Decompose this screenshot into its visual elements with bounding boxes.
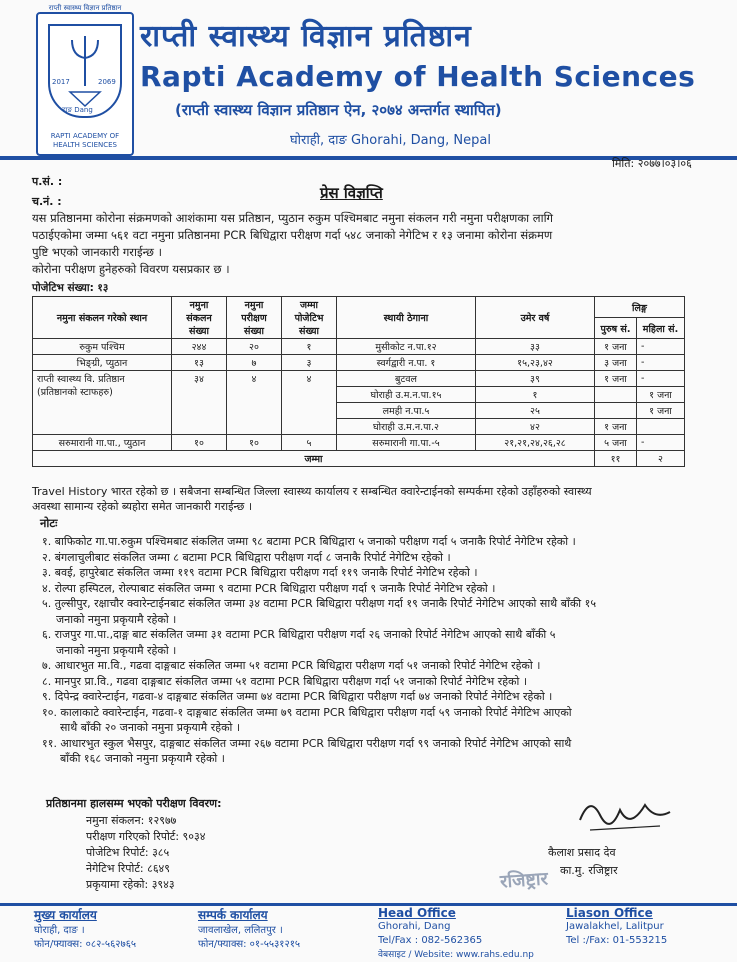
summary-in-process: प्रकृयामा रहेको: ३९४३ [86,878,175,891]
logo-dang: दाङ Dang [62,106,93,114]
note-item: १०. कालाकाटे क्वारेन्टाईन, गढवा-१ दाङ्गबाट संकलित जम्मा ७९ वटामा PCR बिधिद्वारा परीक्षण गर्दा ५९ जनाको रिपोर्ट नेगेटिभ आएको [42,705,572,719]
note-item: ११. आधारभुत स्कुल भैसपुर, दाङ्गबाट संकलित जम्मा २६७ वटामा PCR बिधिद्वारा परीक्षण गर्दा ९९ जनाको रिपोर्ट नेगेटिभ आएको साथै [42,736,572,750]
travel-line: अवस्था सामान्य रहेको ब्यहोरा समेत जानकारी गराईन्छ । [32,500,253,513]
cell-age: २१,२१,२४,२६,२८ [476,435,595,451]
footer-head-office-addr: Ghorahi, Dang [378,921,451,932]
cell-address: स्वर्गद्वारी न.पा. १ [337,355,476,371]
col-tested: नमुना परीक्षण संख्या [227,297,282,339]
cell-tested: ४ [227,371,282,435]
footer-contact-office-info [198,924,300,952]
cell-male: ५ जना [595,435,637,451]
cell-age: १५,२३,४२ [476,355,595,371]
cell-male [595,387,637,403]
note-item: ३. बवई, हापुरेबाट संकलित जम्मा ११९ वटामा PCR बिधिद्वारा परीक्षण गर्दा ११९ जनाकै रिपोर्ट नेगेटिभ रहेको । [42,566,478,579]
note-item: ९. दिपेन्द्र क्वारेन्टाईन, गढवा-४ दाङ्गबाट संकलित जम्मा ७४ वटामा PCR बिधिद्वारा परीक्षण गर्दा ७४ जनाको रिपोर्ट नेगेटिभ रहेको । [42,690,553,703]
title-nepali: राप्ती स्वास्थ्य विज्ञान प्रतिष्ठान [140,19,472,54]
col-male: पुरुष सं. [595,318,637,339]
intro-line: कोरोना परीक्षण हुनेहरुको विवरण यसप्रकार छ । [32,262,230,276]
cell-place [33,371,172,435]
intro-line: यस प्रतिष्ठानमा कोरोना संक्रमणको आशंकामा यस प्रतिष्ठान, प्युठान रुकुम पश्चिमबाट नमुना संकलन गरी नमुना परीक्षणका लागि [32,211,554,225]
cell-female: - [637,355,685,371]
table-total-row [33,451,685,467]
total-male: ११ [595,451,637,467]
cell-positive: ४ [282,371,337,435]
cell-positive: १ [282,339,337,355]
col-gender: लिङ्ग [595,297,685,318]
cell-male: ३ जना [595,355,637,371]
logo-year-left: 2017 [52,78,70,86]
cell-collected: ३४ [172,371,227,435]
notes-label: नोटः [40,516,58,530]
summary-title: प्रतिष्ठानमा हालसम्म भएको परीक्षण विवरण: [46,797,222,810]
table-row [33,355,685,371]
footer-liason-office: Liason Office [566,906,653,920]
note-item: २. बंगलाचुलीबाट संकलित जम्मा ८ बटामा PCR बिधिद्वारा परीक्षण गर्दा ८ जनाकै रिपोर्ट नेगेटिभ रहेको । [42,550,451,564]
summary-reports-tested: परीक्षण गरिएको रिपोर्ट: ९०३४ [86,830,206,843]
footer-contact-office-phone: फोन/फ्याक्स: ०१-५५३१२१५ [198,939,301,950]
institution-logo [36,4,134,156]
cell-positive: ५ [282,435,337,451]
press-release-heading: प्रेस विज्ञप्ति [320,184,383,202]
cell-place: सरुमारानी गा.पा., प्युठान [33,435,172,451]
note-item: १. बाफिकोट गा.पा.रुकुम पश्चिमबाट संकलित जम्मा ९८ बटामा PCR बिधिद्वारा ५ जनाको परीक्षण गर्दा ५ जनाकै रिपोर्ट नेगेटिभ रहेको । [42,535,576,548]
cell-address: मुसीकोट न.पा.१२ [337,339,476,355]
trident-icon [50,26,120,116]
cell-female: - [637,435,685,451]
intro-line: पुष्टि भएको जानकारी गराईन्छ । [32,245,163,259]
cell-female: १ जना [637,403,685,419]
logo-top-text: राप्ती स्वास्थ्य विज्ञान प्रतिष्ठान [48,4,122,12]
cell-address: लमही न.पा.५ [337,403,476,419]
note-item: ४. रोल्पा हस्पिटल, रोल्पाबाट संकलित जम्मा ९ वटामा PCR बिधिद्वारा परीक्षण गर्दा ९ जनाकै रिपोर्ट नेगेटिभ रहेको । [42,581,496,595]
cell-male: १ जना [595,339,637,355]
subtitle: (राप्ती स्वास्थ्य विज्ञान प्रतिष्ठान ऐन, २०७४ अन्तर्गत स्थापित) [175,101,502,119]
cell-place-line: राप्ती स्वास्थ्य वि. प्रतिष्ठान [37,374,125,385]
note-item: ५. तुल्सीपुर, रक्षाचौर क्वारेन्टाईनबाट संकलित जम्मा ३४ वटामा PCR बिधिद्वारा परीक्षण गर्दा १९ जनाकै रिपोर्ट नेगेटिभ आएको साथै बाँकी १५ [42,597,597,610]
cell-collected: २४४ [172,339,227,355]
cell-male [595,403,637,419]
title-english: Rapti Academy of Health Sciences [140,60,696,93]
cell-tested: ७ [227,355,282,371]
footer-contact-office-addr: जावलाखेल, ललितपुर । [198,925,283,936]
signatory-name: कैलाश प्रसाद देव [548,846,616,859]
cell-age: २५ [476,403,595,419]
cell-male: १ जना [595,419,637,435]
cell-age: ३९ [476,371,595,387]
travel-line: Travel History भारत रहेको छ । सबैजना सम्बन्धित जिल्ला स्वास्थ्य कार्यालय र सम्बन्धित क्वारेन्टाईनको सम्पर्कमा रहेको उहाँहरुको स्वास्थ्य [32,485,592,498]
cell-address: घोराही उ.म.न.पा.१५ [337,387,476,403]
cell-female: १ जना [637,387,685,403]
logo-year-right: 2069 [98,78,116,86]
col-address: स्थायी ठेगाना [337,297,476,339]
note-item: ७. आधारभुत मा.वि., गढवा दाङ्गबाट संकलित जम्मा ५१ वटामा PCR बिधिद्वारा परीक्षण गर्दा ५१ जनाको रिपोर्ट नेगेटिभ रहेको । [42,659,541,672]
test-results-table [32,296,685,467]
table-row [33,371,685,387]
cell-collected: १० [172,435,227,451]
summary-list [86,813,205,893]
note-item: ६. राजपुर गा.पा.,दाङ्ग बाट संकलित जम्मा ३१ वटामा PCR बिधिद्वारा परीक्षण गर्दा २६ जनाको रिपोर्ट नेगेटिभ आएको साथै बाँकी ५ [42,628,556,641]
intro-line: पठाईएकोमा जम्मा ५६१ वटा नमुना प्रतिष्ठानमा PCR बिधिद्वारा परीक्षण गर्दा ५४८ जनाको नेगेटिभ र १३ जनामा कोरोना संक्रमण [32,228,553,242]
footer-main-office-phone: फोन/फ्याक्स: ०८२-५६२७६५ [34,939,137,950]
signatory-title: का.मु. रजिष्ट्रार [560,864,618,877]
cell-collected: १३ [172,355,227,371]
cell-address: बुटवल [337,371,476,387]
cell-age: ४२ [476,419,595,435]
footer-main-office-addr: घोराही, दाङ । [34,925,85,936]
summary-sample-collection: नमुना संकलन: १२९७७ [86,814,177,827]
cell-female: - [637,371,685,387]
date: मिति: २०७७।०३।०६ [612,157,692,170]
travel-history [32,484,712,514]
cell-age: ३३ [476,339,595,355]
note-item: बाँकी १६८ जनाको नमुना प्रकृयामै रहेको । [60,752,225,765]
footer-liason-office-info [566,920,667,948]
footer-head-office-phone: Tel/Fax : 082-562365 [378,935,483,946]
cell-tested: २० [227,339,282,355]
cell-tested: १० [227,435,282,451]
ref-number: प.सं. : [32,175,63,188]
cell-place: रुकुम पश्चिम [33,339,172,355]
summary-positive: पोजेटिभ रिपोर्ट: ३८५ [86,846,170,859]
table-row [33,339,685,355]
dispatch-number: च.नं. : [32,195,62,208]
cell-place: भिङ्ग्री, प्युठान [33,355,172,371]
address: घोराही, दाङ Ghorahi, Dang, Nepal [290,133,491,148]
logo-bottom-text: RAPTI ACADEMY OF HEALTH SCIENCES [50,132,120,149]
note-item: ८. मानपुर प्रा.वि., गढवा दाङ्गबाट संकलित जम्मा ५१ वटामा PCR बिधिद्वारा परीक्षण गर्दा ५१ जनाको रिपोर्ट नेगेटिभ रहेको । [42,674,528,688]
cell-address: सरुमारानी गा.पा.-५ [337,435,476,451]
summary-negative: नेगेटिभ रिपोर्ट: ८६४९ [86,862,170,875]
table-row [33,435,685,451]
footer-head-office: Head Office [378,906,456,920]
footer-main-office-info [34,924,136,952]
cell-address: घोराही उ.म.न.पा.२ [337,419,476,435]
registrar-stamp: रजिष्ट्रार [499,868,549,893]
footer-liason-office-addr: Jawalakhel, Lalitpur [566,921,664,932]
cell-female [637,419,685,435]
cell-place-line: (प्रतिष्ठानको स्टाफहरु) [37,387,113,398]
footer-liason-office-phone: Tel :/Fax: 01-553215 [566,935,668,946]
cell-female: - [637,339,685,355]
logo-shield [48,24,122,118]
footer-contact-office-np: सम्पर्क कार्यालय [198,908,268,922]
positive-count: पोजेटिभ संख्या: १३ [32,282,109,294]
notes-list [42,534,722,767]
total-label: जम्मा [33,451,595,467]
footer-website[interactable]: वेबसाइट / Website: www.rahs.edu.np [378,950,534,960]
footer-main-office-np: मुख्य कार्यालय [34,908,97,922]
note-item: जनाको नमुना प्रकृयामै रहेको । [56,612,177,626]
cell-positive: ३ [282,355,337,371]
signature-icon [570,790,680,840]
col-collected: नमुना संकलन संख्या [172,297,227,339]
col-age: उमेर वर्ष [476,297,595,339]
col-female: महिला सं. [637,318,685,339]
cell-male: १ जना [595,371,637,387]
table-header-row [33,297,685,318]
note-item: जनाको नमुना प्रकृयामै रहेको । [56,643,177,657]
intro-paragraph [32,210,712,278]
col-place: नमुना संकलन गरेको स्थान [33,297,172,339]
col-positive: जम्मा पोजेटिभ संख्या [282,297,337,339]
footer-head-office-info [378,920,482,948]
total-female: २ [637,451,685,467]
note-item: साथै बाँकी २० जनाको नमुना प्रकृयामै रहेको । [60,721,241,734]
cell-age: १ [476,387,595,403]
